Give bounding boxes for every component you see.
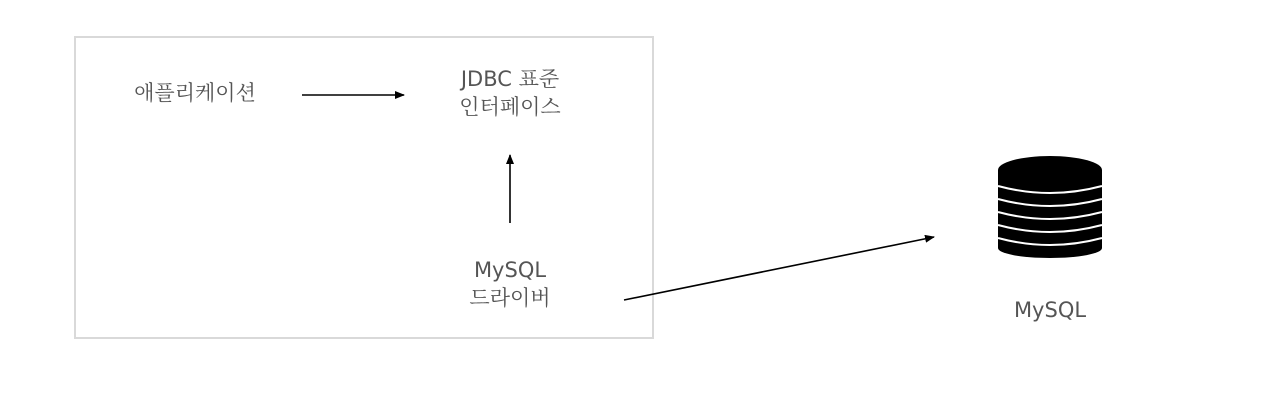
database-icon <box>998 156 1102 258</box>
driver-label-line1: MySQL <box>473 258 547 282</box>
driver-label-line2: 드라이버 <box>469 286 551 310</box>
jdbc-label-line1: JDBC 표준 <box>460 67 560 91</box>
arrow-driver-to-mysql <box>624 237 934 300</box>
mysql-db-label-text: MySQL <box>1013 298 1087 322</box>
jdbc-label-line2: 인터페이스 <box>459 95 561 119</box>
application-label-text: 애플리케이션 <box>134 81 256 105</box>
